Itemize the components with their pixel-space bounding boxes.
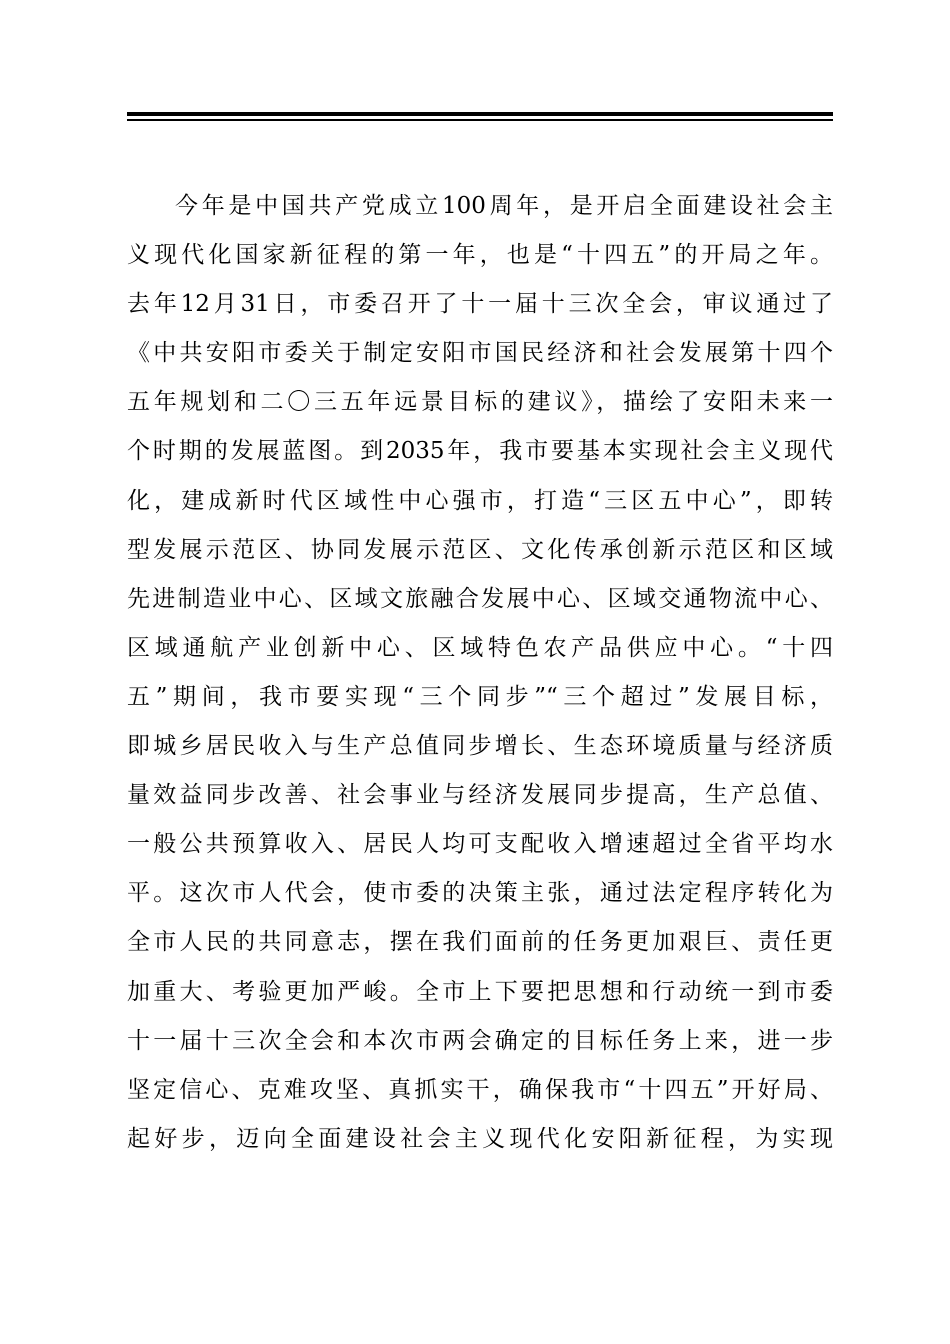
text-line: 坚定信心、克难攻坚、真抓实干，确保我市“十四五”开好局、 [127, 1076, 833, 1103]
text-line: 义现代化国家新征程的第一年，也是“十四五”的开局之年。 [127, 242, 833, 269]
text-line: 今年是中国共产党成立100周年，是开启全面建设社会主 [175, 193, 833, 219]
text-line: 区域通航产业创新中心、区域特色农产品供应中心。“十四 [127, 634, 833, 661]
text-line: 一般公共预算收入、居民人均可支配收入增速超过全省平均水 [127, 831, 833, 858]
header-rule-thick [127, 112, 833, 116]
text-line: 即城乡居民收入与生产总值同步增长、生态环境质量与经济质 [127, 733, 833, 760]
text-line: 平。这次市人代会，使市委的决策主张，通过法定程序转化为 [127, 880, 833, 907]
header-rule-thin [127, 119, 833, 121]
text-line: 全市人民的共同意志，摆在我们面前的任务更加艰巨、责任更 [127, 929, 833, 956]
text-line: 个时期的发展蓝图。到2035年，我市要基本实现社会主义现代 [127, 438, 833, 465]
text-line: 化，建成新时代区域性中心强市，打造“三区五中心”，即转 [127, 487, 833, 514]
text-line: 五”期间，我市要实现“三个同步”“三个超过”发展目标， [127, 683, 833, 710]
text-line: 去年12月31日，市委召开了十一届十三次全会，审议通过了 [127, 291, 833, 318]
text-line: 先进制造业中心、区域文旅融合发展中心、区域交通物流中心、 [127, 585, 833, 612]
text-line: 起好步，迈向全面建设社会主义现代化安阳新征程，为实现 [127, 1125, 833, 1152]
text-line: 量效益同步改善、社会事业与经济发展同步提高，生产总值、 [127, 782, 833, 809]
text-line: 加重大、考验更加严峻。全市上下要把思想和行动统一到市委 [127, 978, 833, 1005]
body-paragraph [127, 182, 833, 1164]
text-line: 《中共安阳市委关于制定安阳市国民经济和社会发展第十四个 [127, 340, 833, 367]
text-line: 型发展示范区、协同发展示范区、文化传承创新示范区和区域 [127, 536, 833, 563]
text-line: 五年规划和二〇三五年远景目标的建议》，描绘了安阳未来一 [127, 389, 833, 416]
text-line: 十一届十三次全会和本次市两会确定的目标任务上来，进一步 [127, 1027, 833, 1054]
